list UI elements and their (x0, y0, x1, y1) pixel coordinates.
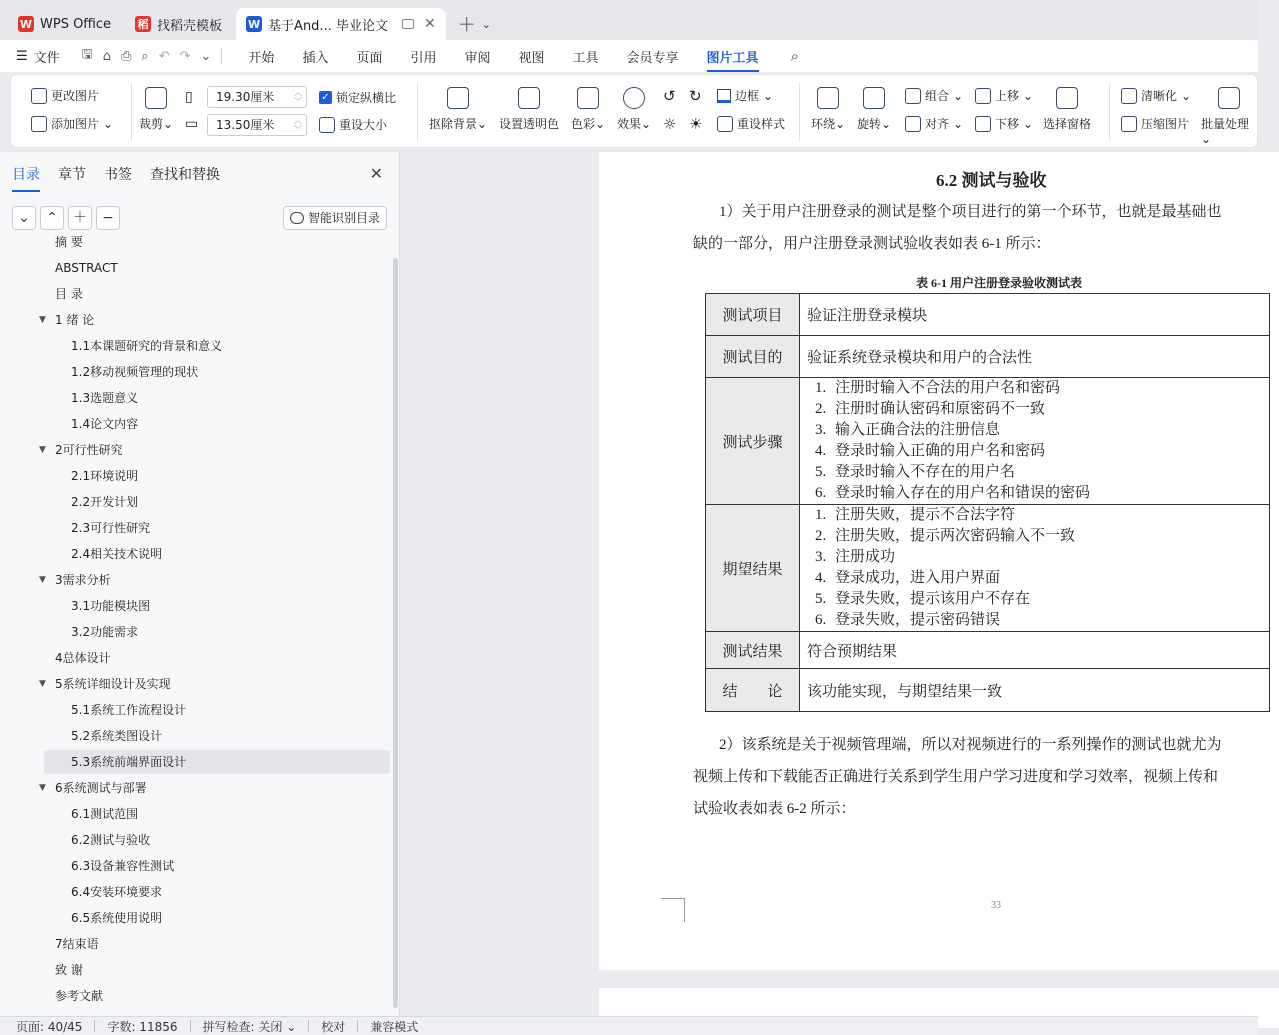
table-label-cell: 测试步骤 (706, 378, 800, 505)
menu-page[interactable]: 页面 (356, 50, 383, 66)
border-icon (717, 89, 731, 103)
toc-item[interactable] (39, 568, 390, 592)
page-number: 33 (991, 900, 1001, 911)
reset-size-label: 重设大小 (339, 118, 388, 132)
expand-caret-icon[interactable]: ▼ (39, 679, 46, 689)
toc-item-label: 1.2移动视频管理的现状 (71, 365, 199, 379)
divider (221, 48, 222, 64)
compress-label: 压缩图片 (1141, 117, 1190, 131)
close-icon[interactable]: ✕ (369, 164, 383, 183)
rotate-icon (863, 87, 885, 109)
chevron-down-icon: ⌄ (481, 17, 491, 31)
height-value: 13.50厘米 (216, 118, 275, 132)
divider (1109, 83, 1110, 141)
crop-icon (145, 87, 167, 109)
toc-item[interactable] (44, 360, 390, 384)
chevron-down-icon: ⌄ (953, 88, 964, 103)
nav-tab-toc[interactable]: 目录 (12, 164, 40, 192)
tab-wps-office[interactable] (8, 8, 121, 40)
list-number: 6. (815, 485, 827, 501)
search-icon[interactable]: ⌕ (790, 47, 799, 65)
tab-docer-templates[interactable] (125, 8, 232, 40)
compatibility-mode: 兼容模式 (370, 1019, 419, 1034)
remove-background-icon (447, 87, 469, 109)
lock-ratio-checkbox[interactable] (319, 89, 396, 106)
compress-icon (1121, 116, 1137, 132)
word-count[interactable]: 字数: 11856 (107, 1019, 178, 1034)
divider (799, 83, 800, 141)
toc-item[interactable] (44, 256, 390, 280)
quick-access-toolbar (82, 45, 223, 67)
toc-item[interactable] (44, 282, 390, 306)
list-item-text: 登录失败，提示该用户不存在 (835, 591, 1031, 607)
reset-style-icon (717, 116, 733, 132)
list-item (807, 420, 1269, 441)
toc-item[interactable] (44, 750, 390, 774)
paragraph-line: 视频上传和下载能否正确进行关系到学生用户学习进度和学习效率，视频上传和 (693, 769, 1219, 785)
chevron-down-icon: ⌄ (1023, 116, 1034, 131)
link-icon[interactable]: ⌂ (102, 48, 112, 64)
toc-item[interactable] (39, 672, 390, 696)
toc-item[interactable] (44, 386, 390, 410)
chevron-down-icon: ⌄ (18, 210, 30, 226)
toc-item-label: 3.1功能模块图 (71, 599, 151, 613)
rotate-button[interactable]: 旋转⌄ (857, 87, 891, 132)
table-row (706, 669, 1270, 712)
new-tab-button[interactable] (450, 8, 499, 40)
list-item-text: 登录时输入存在的用户名和错误的密码 (835, 485, 1091, 501)
table-label-cell: 测试结果 (706, 632, 800, 669)
toc-item-label: 5系统详细设计及实现 (55, 677, 171, 691)
tab-label: 基于And... 毕业论文 (268, 18, 388, 34)
smart-toc-button[interactable] (283, 206, 387, 230)
add-image-label: 添加图片 (51, 117, 100, 131)
width-input[interactable] (207, 86, 307, 108)
remove-background-button[interactable]: 抠除背景⌄ (429, 87, 487, 132)
redo-icon[interactable]: ↷ (179, 48, 191, 64)
effects-label: 效果 (617, 117, 642, 131)
toc-item-label: 2可行性研究 (55, 443, 123, 457)
paragraph-line: 2）该系统是关于视频管理端，所以对视频进行的一系列操作的测试也就尤为 (719, 737, 1222, 753)
toc-item[interactable] (44, 542, 390, 566)
table-value-cell: 符合预期结果 (800, 632, 1270, 669)
chevron-down-icon: ⌄ (103, 116, 114, 131)
divider (357, 1020, 358, 1032)
tab-bar (0, 0, 1258, 40)
menu-insert[interactable]: 插入 (302, 50, 329, 66)
toc-item[interactable] (44, 230, 390, 254)
list-item-text: 登录时输入不存在的用户名 (835, 464, 1016, 480)
align-button[interactable] (905, 115, 963, 132)
batch-label: 批量处理 (1201, 117, 1250, 131)
table-value-cell: 该功能实现，与期望结果一致 (800, 669, 1270, 712)
table-value-cell: 验证注册登录模块 (800, 294, 1270, 336)
width-icon: ▯ (185, 89, 193, 105)
border-button[interactable] (717, 87, 773, 104)
change-image-label: 更改图片 (51, 89, 100, 103)
toc-item[interactable] (44, 906, 390, 930)
toc-item[interactable] (44, 932, 390, 956)
chevron-down-icon: ⌄ (763, 88, 774, 103)
menu-tools[interactable]: 工具 (572, 50, 599, 66)
list-item-text: 注册失败，提示不合法字符 (835, 507, 1016, 523)
file-menu-label: 文件 (33, 50, 60, 66)
chevron-up-icon: ⌃ (46, 210, 58, 226)
add-heading-button[interactable] (68, 206, 92, 230)
change-image-button[interactable] (31, 87, 99, 104)
status-bar (0, 1016, 1258, 1035)
plus-icon: ＋ (457, 15, 476, 36)
list-item-text: 注册时输入不合法的用户名和密码 (835, 380, 1061, 396)
toc-item[interactable] (44, 880, 390, 904)
navigation-pane (0, 152, 400, 1016)
group-label: 组合 (925, 89, 950, 103)
divider (131, 83, 132, 141)
paragraph-line: 缺的一部分，用户注册登录测试验收表如表 6-1 所示： (693, 236, 1051, 252)
toc-item[interactable] (44, 490, 390, 514)
spinner-icon[interactable]: ︿ ﹀ (294, 116, 302, 134)
document-area (401, 152, 1258, 1016)
list-item-text: 注册时确认密码和原密码不一致 (835, 401, 1046, 417)
selection-pane-icon (1056, 87, 1078, 109)
chevron-down-icon[interactable]: ⌄ (200, 48, 212, 64)
toc-item-label: 摘 要 (55, 235, 83, 249)
list-item (807, 568, 1269, 589)
nav-tab-find-replace[interactable]: 查找和替换 (150, 167, 220, 183)
bring-forward-button[interactable] (975, 87, 1033, 104)
toc-item[interactable] (44, 724, 390, 748)
toc-item[interactable] (39, 776, 390, 800)
ribbon (10, 74, 1258, 148)
section-heading: 6.2 测试与验收 (936, 171, 1047, 190)
toc-item[interactable] (39, 308, 390, 332)
table-row (706, 632, 1270, 669)
bring-forward-label: 上移 (995, 89, 1020, 103)
list-number: 1. (815, 507, 827, 523)
toc-item-label: 参考文献 (55, 989, 104, 1003)
page-corner-mark (661, 898, 685, 922)
toc-item[interactable] (44, 464, 390, 488)
paragraph-line: 1）关于用户注册登录的测试是整个项目进行的第一个环节，也就是最基础也 (719, 204, 1222, 220)
image-swap-icon (31, 88, 47, 104)
color-label: 色彩 (571, 117, 596, 131)
table-row (706, 505, 1270, 632)
list-item (807, 505, 1269, 526)
toc-item[interactable] (44, 802, 390, 826)
toc-item-label: 5.3系统前端界面设计 (71, 755, 187, 769)
list-item (807, 462, 1269, 483)
reset-size-button[interactable] (319, 116, 387, 133)
wrap-label: 环绕 (811, 117, 836, 131)
acceptance-test-table (705, 293, 1270, 712)
smart-recognize-icon (290, 212, 304, 224)
collapse-all-button[interactable] (12, 206, 36, 230)
toc-item[interactable] (44, 958, 390, 982)
toc-item-label: 1.4论文内容 (71, 417, 139, 431)
table-row (706, 336, 1270, 378)
image-add-icon (31, 116, 47, 132)
toc-item-label: 2.3可行性研究 (71, 521, 151, 535)
steps-list (800, 378, 1270, 505)
page-count[interactable]: 页面: 40/45 (16, 1019, 83, 1034)
close-tab-icon[interactable]: ✕ (423, 16, 436, 32)
spell-check-label: 拼写检查: 关闭 (202, 1019, 283, 1034)
list-item (807, 526, 1269, 547)
list-item (807, 610, 1269, 631)
tab-document[interactable] (236, 8, 446, 40)
paragraph-line: 试验收表如表 6-2 所示： (693, 801, 856, 817)
writer-logo-icon: W (247, 17, 261, 31)
tab-label: 找稻壳模板 (157, 18, 223, 34)
toc-item-label: 目 录 (55, 287, 83, 301)
list-item-text: 注册成功 (835, 549, 896, 565)
toc-item[interactable] (44, 854, 390, 878)
list-number: 5. (815, 464, 827, 480)
table-value-cell: 验证系统登录模块和用户的合法性 (800, 336, 1270, 378)
undo-icon[interactable]: ↶ (158, 48, 170, 64)
reset-style-label: 重设样式 (737, 117, 786, 131)
toc-item[interactable] (44, 646, 390, 670)
expand-caret-icon[interactable]: ▼ (39, 783, 46, 793)
toc-item-label: 5.2系统类图设计 (71, 729, 163, 743)
bring-forward-icon (975, 88, 991, 104)
save-icon[interactable]: 🖫 (81, 47, 93, 62)
remove-background-label: 抠除背景 (429, 117, 478, 131)
list-number: 3. (815, 549, 827, 565)
add-image-button[interactable] (31, 115, 113, 132)
toc-scrollbar[interactable] (393, 258, 398, 1008)
toc-item-label: 3需求分析 (55, 573, 111, 587)
nav-tab-sections[interactable]: 章节 (58, 167, 86, 183)
width-value: 19.30厘米 (216, 90, 275, 104)
divider (190, 1020, 191, 1032)
chevron-down-icon: ⌄ (286, 1019, 297, 1034)
list-item (807, 483, 1269, 504)
align-label: 对齐 (925, 117, 950, 131)
table-label-cell: 测试项目 (706, 294, 800, 336)
checkbox-checked-icon: ✓ (319, 91, 332, 104)
chevron-down-icon: ⌄ (1181, 88, 1192, 103)
list-number: 2. (815, 401, 827, 417)
toc-item-label: 5.1系统工作流程设计 (71, 703, 187, 717)
toc-item-label: 2.4相关技术说明 (71, 547, 163, 561)
window-icon[interactable] (402, 19, 414, 29)
menu-review[interactable]: 审阅 (464, 50, 491, 66)
group-icon (905, 88, 921, 104)
spell-check-toggle[interactable] (203, 1018, 297, 1035)
list-item (807, 378, 1269, 399)
file-menu[interactable] (16, 47, 60, 66)
list-number: 2. (815, 528, 827, 544)
selection-pane-button[interactable] (1043, 87, 1091, 132)
toc-item-label: 3.2功能需求 (71, 625, 139, 639)
compress-button[interactable] (1121, 115, 1189, 132)
plus-icon: ＋ (73, 210, 87, 226)
height-input[interactable] (207, 114, 307, 136)
rotate-left-icon[interactable]: ↺ (663, 87, 676, 105)
toc-item[interactable] (44, 334, 390, 358)
list-item (807, 399, 1269, 420)
list-item-text: 登录时输入正确的用户名和密码 (835, 443, 1046, 459)
toc-item[interactable] (44, 698, 390, 722)
set-transparent-button[interactable] (499, 87, 559, 132)
table-label-cell: 测试目的 (706, 336, 800, 378)
list-number: 1. (815, 380, 827, 396)
toc-item-label: 1 绪 论 (55, 313, 95, 327)
list-item (807, 589, 1269, 610)
rotate-label: 旋转 (857, 117, 882, 131)
send-backward-label: 下移 (995, 117, 1020, 131)
menu-start[interactable]: 开始 (248, 50, 275, 66)
toc-item[interactable] (44, 984, 390, 1008)
menu-view[interactable]: 视图 (518, 50, 545, 66)
wrap-icon (817, 87, 839, 109)
toc-item[interactable] (44, 620, 390, 644)
spinner-icon[interactable]: ︿ ﹀ (294, 88, 302, 106)
crop-button[interactable]: 裁剪⌄ (139, 87, 173, 132)
tab-label: WPS Office (40, 16, 112, 32)
toc-item[interactable] (44, 516, 390, 540)
reset-size-icon (319, 117, 335, 133)
chevron-down-icon: ⌄ (1023, 88, 1034, 103)
divider (94, 1020, 95, 1032)
toc-item-label: 2.2开发计划 (71, 495, 139, 509)
print-icon[interactable]: ⎙ (121, 48, 132, 64)
set-transparent-label: 设置透明色 (499, 117, 560, 131)
color-button[interactable]: 色彩⌄ (571, 87, 605, 132)
chevron-down-icon: ⌄ (953, 116, 964, 131)
table-caption: 表 6-1 用户注册登录验收测试表 (916, 276, 1082, 290)
divider (417, 83, 418, 141)
docer-logo-icon: 稻 (135, 16, 151, 32)
expand-up-button[interactable] (40, 206, 64, 230)
batch-button[interactable]: 批量处理⌄ (1201, 87, 1257, 146)
smart-toc-label: 智能识别目录 (307, 211, 380, 225)
nav-tabs (12, 164, 220, 192)
toc-item-label: 6.3设备兼容性测试 (71, 859, 175, 873)
color-icon (577, 87, 599, 109)
menu-references[interactable]: 引用 (410, 50, 437, 66)
toc-item-label: 2.1环境说明 (71, 469, 139, 483)
list-item (807, 441, 1269, 462)
selection-pane-label: 选择窗格 (1043, 117, 1092, 131)
list-item-text: 输入正确合法的注册信息 (835, 422, 1001, 438)
batch-icon (1218, 87, 1240, 109)
toc-item-label: 6.1测试范围 (71, 807, 139, 821)
list-item-text: 注册失败，提示两次密码输入不一致 (835, 528, 1076, 544)
menu-membership[interactable]: 会员专享 (626, 50, 679, 66)
toc-item[interactable] (44, 412, 390, 436)
brightness-down-icon[interactable]: ☀ (689, 115, 703, 133)
list-number: 4. (815, 443, 827, 459)
wps-logo-icon: W (19, 17, 33, 31)
toc-item[interactable] (44, 828, 390, 852)
list-number: 3. (815, 422, 827, 438)
sharpen-button[interactable] (1121, 87, 1191, 104)
list-number: 4. (815, 570, 827, 586)
toc-item-label: 4总体设计 (55, 651, 111, 665)
toc-item-label: 7结束语 (55, 937, 99, 951)
table-row (706, 294, 1270, 336)
wrap-button[interactable]: 环绕⌄ (811, 87, 845, 132)
print-preview-icon[interactable]: ⌕ (141, 48, 149, 64)
remove-heading-button[interactable] (96, 206, 120, 230)
border-label: 边框 (735, 89, 760, 103)
align-icon (905, 116, 921, 132)
menu-picture-tools[interactable]: 图片工具 (707, 41, 759, 72)
toc-item-label: 6.5系统使用说明 (71, 911, 163, 925)
divider (308, 1020, 309, 1032)
list-number: 5. (815, 591, 827, 607)
sharpen-label: 清晰化 (1141, 89, 1178, 103)
toc-item-label: 6系统测试与部署 (55, 781, 147, 795)
toc-item[interactable] (44, 594, 390, 618)
minus-icon: − (102, 210, 114, 226)
table-label-cell: 期望结果 (706, 505, 800, 632)
send-backward-icon (975, 116, 991, 132)
transparent-icon (518, 87, 540, 109)
list-item (807, 547, 1269, 568)
toc-item-label: ABSTRACT (55, 261, 118, 275)
group-button[interactable] (905, 87, 963, 104)
list-item-text: 登录失败，提示密码错误 (835, 612, 1001, 628)
hamburger-icon: ☰ (16, 48, 28, 64)
reset-style-button[interactable] (717, 115, 785, 132)
effects-icon (623, 87, 645, 109)
lock-ratio-label: 锁定纵横比 (336, 91, 397, 105)
table-label-cell: 结 论 (706, 669, 800, 712)
rotate-right-icon[interactable]: ↻ (689, 87, 702, 105)
toc-item-label: 6.4安装环境要求 (71, 885, 163, 899)
nav-tab-bookmarks[interactable]: 书签 (104, 167, 132, 183)
table-row (706, 378, 1270, 505)
sharpen-icon (1121, 88, 1137, 104)
toc-item[interactable] (39, 438, 390, 462)
crop-label: 裁剪 (139, 117, 164, 131)
proofread-button[interactable]: 校对 (321, 1019, 346, 1034)
expand-caret-icon[interactable]: ▼ (39, 315, 46, 325)
expand-caret-icon[interactable]: ▼ (39, 575, 46, 585)
expected-list (800, 505, 1270, 632)
effects-button[interactable]: 效果⌄ (617, 87, 651, 132)
toc-item-label: 致 谢 (55, 963, 83, 977)
expand-caret-icon[interactable]: ▼ (39, 445, 46, 455)
list-item-text: 登录成功，进入用户界面 (835, 570, 1001, 586)
send-backward-button[interactable] (975, 115, 1033, 132)
menu-bar (0, 40, 1258, 72)
toc-item-label: 1.3选题意义 (71, 391, 139, 405)
toc-item-label: 1.1本课题研究的背景和意义 (71, 339, 223, 353)
toc-list (39, 235, 390, 1010)
list-number: 6. (815, 612, 827, 628)
toc-item-label: 6.2测试与验收 (71, 833, 151, 847)
height-icon: ▭ (185, 116, 199, 132)
brightness-up-icon[interactable]: ☼ (663, 115, 677, 133)
document-page[interactable] (599, 152, 1279, 970)
